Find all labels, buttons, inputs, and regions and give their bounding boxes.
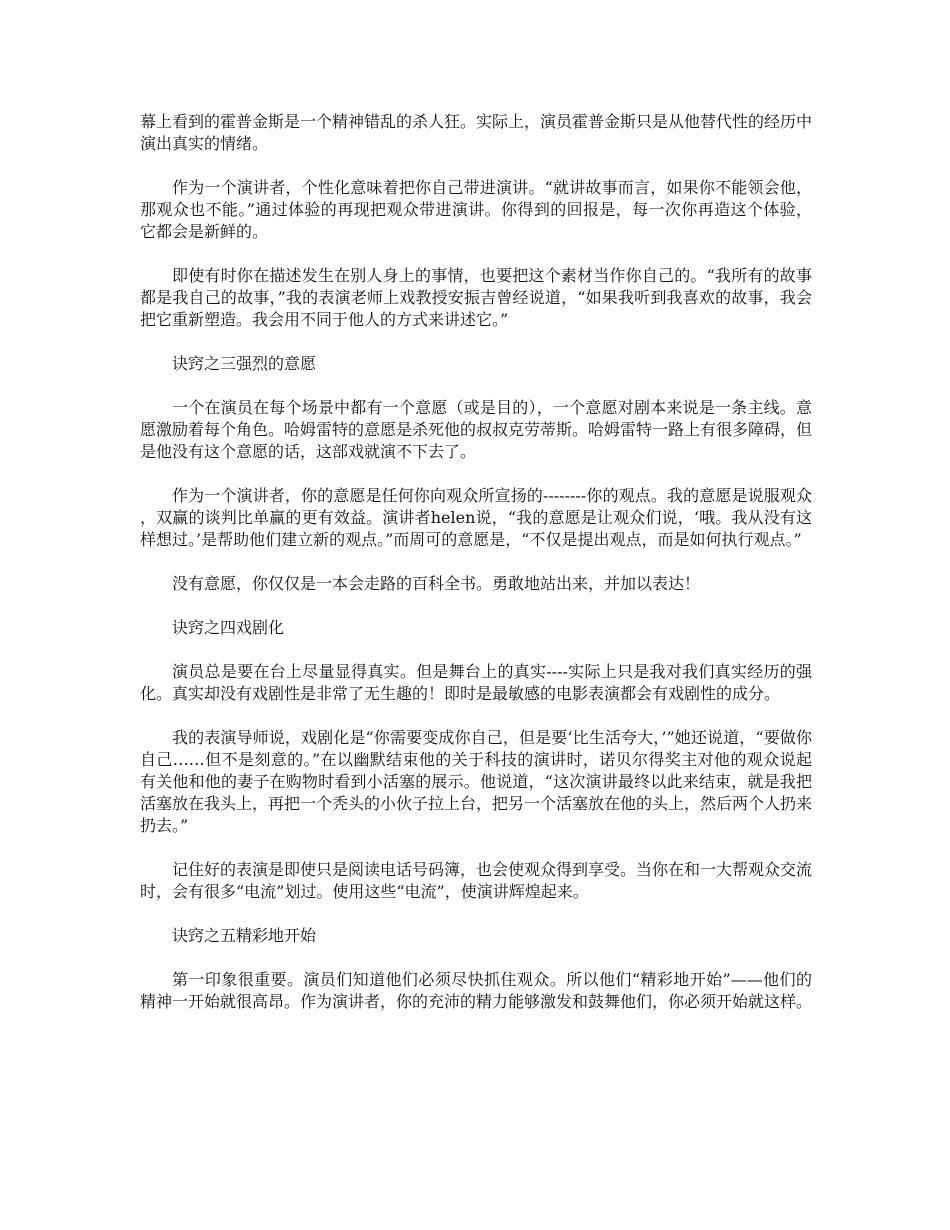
paragraph: 演员总是要在台上尽量显得真实。但是舞台上的真实----实际上只是我对我们真实经历的强化。真实却没有戏剧性是非常了无生趣的！即时是最敏感的电影表演都会有戏剧性的成分。 <box>140 662 812 703</box>
paragraph: 没有意愿，你仅仅是一本会走路的百科全书。勇敢地站出来，并加以表达！ <box>172 574 701 593</box>
paragraph: 我的表演导师说，戏剧化是“你需要变成你自己，但是要‘比生活夸大，’”她还说道，“要做你自己……但不是刻意的。”在以幽默结束他的关于科技的演讲时，诺贝尔得奖主对他的观众说起有关他和他的妻子在购物时看到小活塞的展示。他说道，“这次演讲最终以此来结束，就是我把活塞放在我头上，再把一个秃头的小伙子拉上台，把另一个活塞放在他的头上，然后两个人扔来扔去。” <box>140 728 813 835</box>
paragraph: 作为一个演讲者，个性化意味着把你自己带进演讲。“就讲故事而言，如果你不能领会他，那观众也不能。”通过体验的再现把观众带进演讲。你得到的回报是，每一次你再造这个体验，它都会是新鲜的。 <box>140 178 812 241</box>
section-heading-4: 诀窍之四戏剧化 <box>172 618 285 637</box>
paragraph: 记住好的表演是即使只是阅读电话号码簿，也会使观众得到享受。当你在和一大帮观众交流时，会有很多“电流”划过。使用这些“电流”，使演讲辉煌起来。 <box>140 860 813 901</box>
section-heading-5: 诀窍之五精彩地开始 <box>172 926 317 945</box>
paragraph: 即使有时你在描述发生在别人身上的事情，也要把这个素材当作你自己的。“我所有的故事都是我自己的故事，”我的表演老师上戏教授安振吉曾经说道，“如果我听到我喜欢的故事，我会把它重新塑造。我会用不同于他人的方式来讲述它。” <box>140 266 812 329</box>
section-heading-3: 诀窍之三强烈的意愿 <box>172 354 317 373</box>
paragraph-continuation: 幕上看到的霍普金斯是一个精神错乱的杀人狂。实际上，演员霍普金斯只是从他替代性的经历中演出真实的情绪。 <box>140 112 813 153</box>
document-body <box>140 111 812 1035</box>
paragraph: 作为一个演讲者，你的意愿是任何你向观众所宣扬的--------你的观点。我的意愿是说服观众，双赢的谈判比单赢的更有效益。演讲者helen说，“我的意愿是让观众们说，‘哦。我从没有这样想过。’是帮助他们建立新的观点。”而周可的意愿是，“不仅是提出观点，而是如何执行观点。” <box>140 486 812 549</box>
paragraph: 第一印象很重要。演员们知道他们必须尽快抓住观众。所以他们“精彩地开始”——他们的精神一开始就很高昂。作为演讲者，你的充沛的精力能够激发和鼓舞他们，你必须开始就这样。 <box>140 970 813 1011</box>
paragraph: 一个在演员在每个场景中都有一个意愿（或是目的），一个意愿对剧本来说是一条主线。意愿激励着每个角色。哈姆雷特的意愿是杀死他的叔叔克劳蒂斯。哈姆雷特一路上有很多障碍，但是他没有这个意愿的话，这部戏就演不下去了。 <box>140 398 813 461</box>
